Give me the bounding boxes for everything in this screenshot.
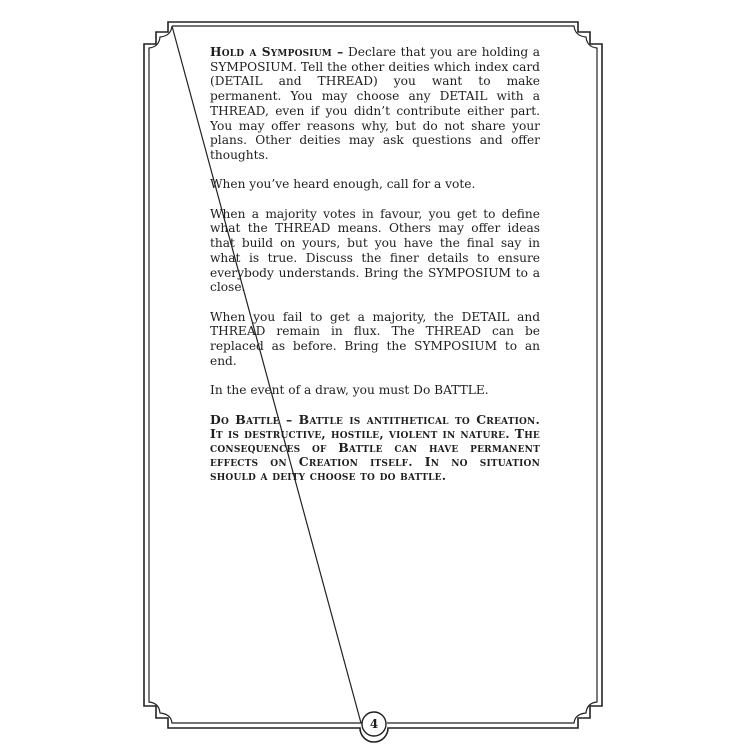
symposium-text-1: Declare that you are holding a SYMPOSIUM. Tell the other deities which index card (DETAIL and THREAD) you want to make permanent. You may choose any DETAIL with a THREAD, even if you didn’t contribute either part. You may offer reasons why, but do not share your plans. Other deities may ask questions and offer thoughts. [210,45,540,162]
page-number: 4 [369,717,379,731]
symposium-paragraph-5: In the event of a draw, you must Do BATTLE. [210,383,489,398]
symposium-paragraph-3: When a majority votes in favour, you get to define what the THREAD means. Others may offer ideas that build on yours, but you have the final say in what is true. Discuss the finer details to ensure everybody understands. Bring the SYMPOSIUM to a close. [210,206,540,295]
symposium-paragraph-2: When you’ve heard enough, call for a vote. [210,177,476,192]
rules-text [210,45,540,498]
battle-paragraph: Do Battle – Battle is antithetical to Creation. It is destructive, hostile, violent in nature. The consequences of Battle can have permanent effects on Creation itself. In no situation should a deity choose to do battle. [210,411,540,484]
symposium-paragraph-1 [210,45,540,163]
symposium-heading: Hold a Symposium – [210,45,344,59]
symposium-paragraph-4: When you fail to get a majority, the DETAIL and THREAD remain in flux. The THREAD can be replaced as before. Bring the SYMPOSIUM to an end. [210,309,540,368]
